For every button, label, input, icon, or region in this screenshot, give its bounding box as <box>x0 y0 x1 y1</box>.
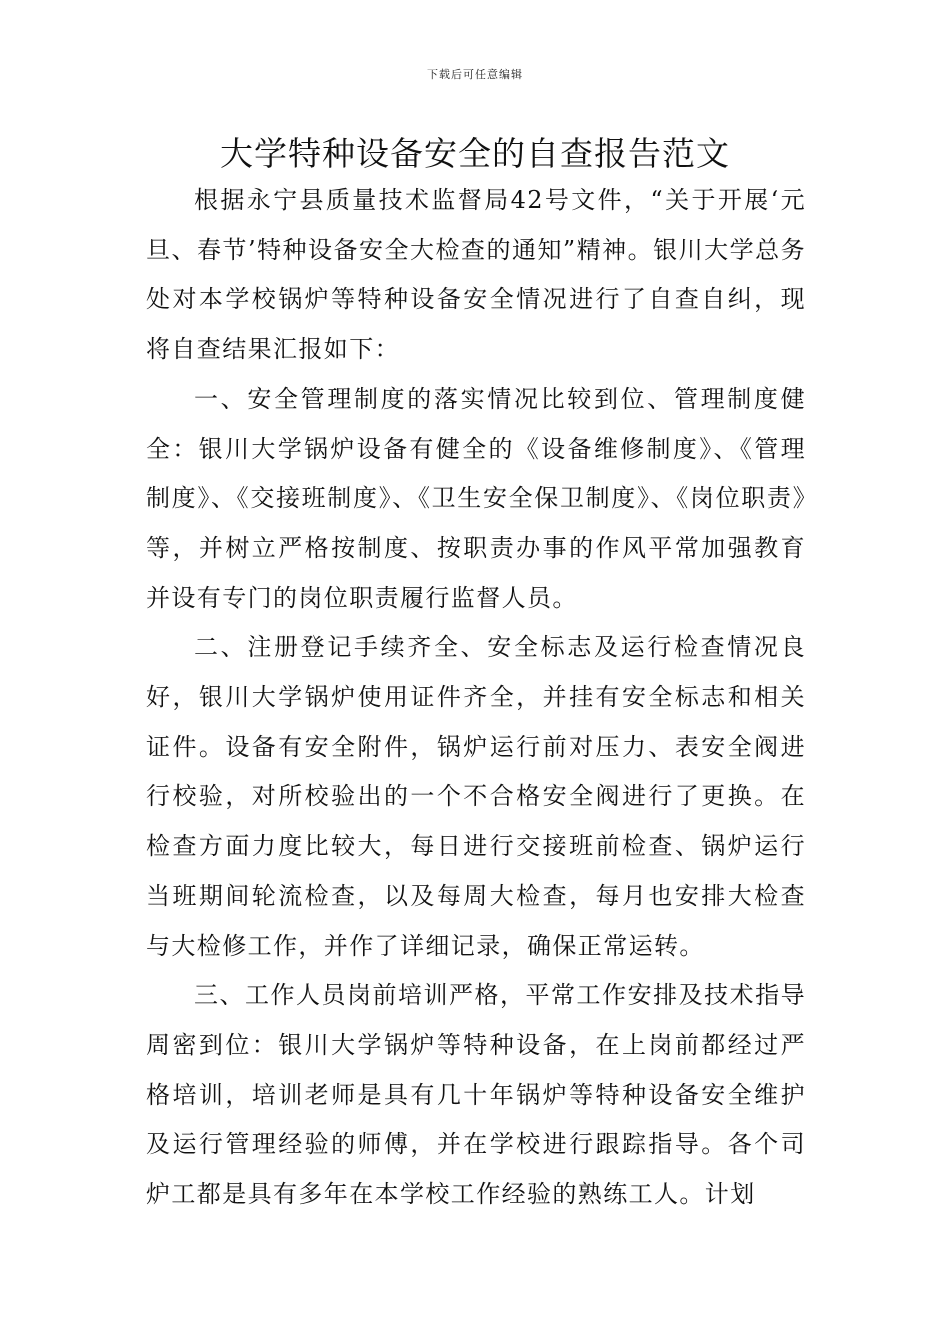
document-body <box>146 176 806 1220</box>
paragraph-section-1: 一、安全管理制度的落实情况比较到位、管理制度健全：银川大学锅炉设备有健全的《设备维修制度》、《管理制度》、《交接班制度》、《卫生安全保卫制度》、《岗位职责》等，并树立严格按制度、按职责办事的作风平常加强教育并设有专门的岗位职责履行监督人员。 <box>146 384 806 612</box>
document-title: 大学特种设备安全的自查报告范文 <box>220 134 730 173</box>
paragraph-section-2: 二、注册登记手续齐全、安全标志及运行检查情况良好，银川大学锅炉使用证件齐全，并挂有安全标志和相关证件。设备有安全附件，锅炉运行前对压力、表安全阀进行校验，对所校验出的一个不合格安全阀进行了更换。在检查方面力度比较大，每日进行交接班前检查、锅炉运行当班期间轮流检查，以及每周大检查，每月也安排大检查与大检修工作，并作了详细记录，确保正常运转。 <box>146 633 806 960</box>
paragraph-intro: 根据永宁县质量技术监督局42号文件，“关于开展‘元旦、春节’特种设备安全大检查的通知”精神。银川大学总务处对本学校锅炉等特种设备安全情况进行了自查自纠，现将自查结果汇报如下： <box>146 186 806 364</box>
paragraph-section-3: 三、工作人员岗前培训严格，平常工作安排及技术指导周密到位：银川大学锅炉等特种设备，在上岗前都经过严格培训，培训老师是具有几十年锅炉等特种设备安全维护及运行管理经验的师傅，并在学校进行跟踪指导。各个司炉工都是具有多年在本学校工作经验的熟练工人。计划 <box>146 981 806 1209</box>
header-note: 下载后可任意编辑 <box>427 68 523 81</box>
